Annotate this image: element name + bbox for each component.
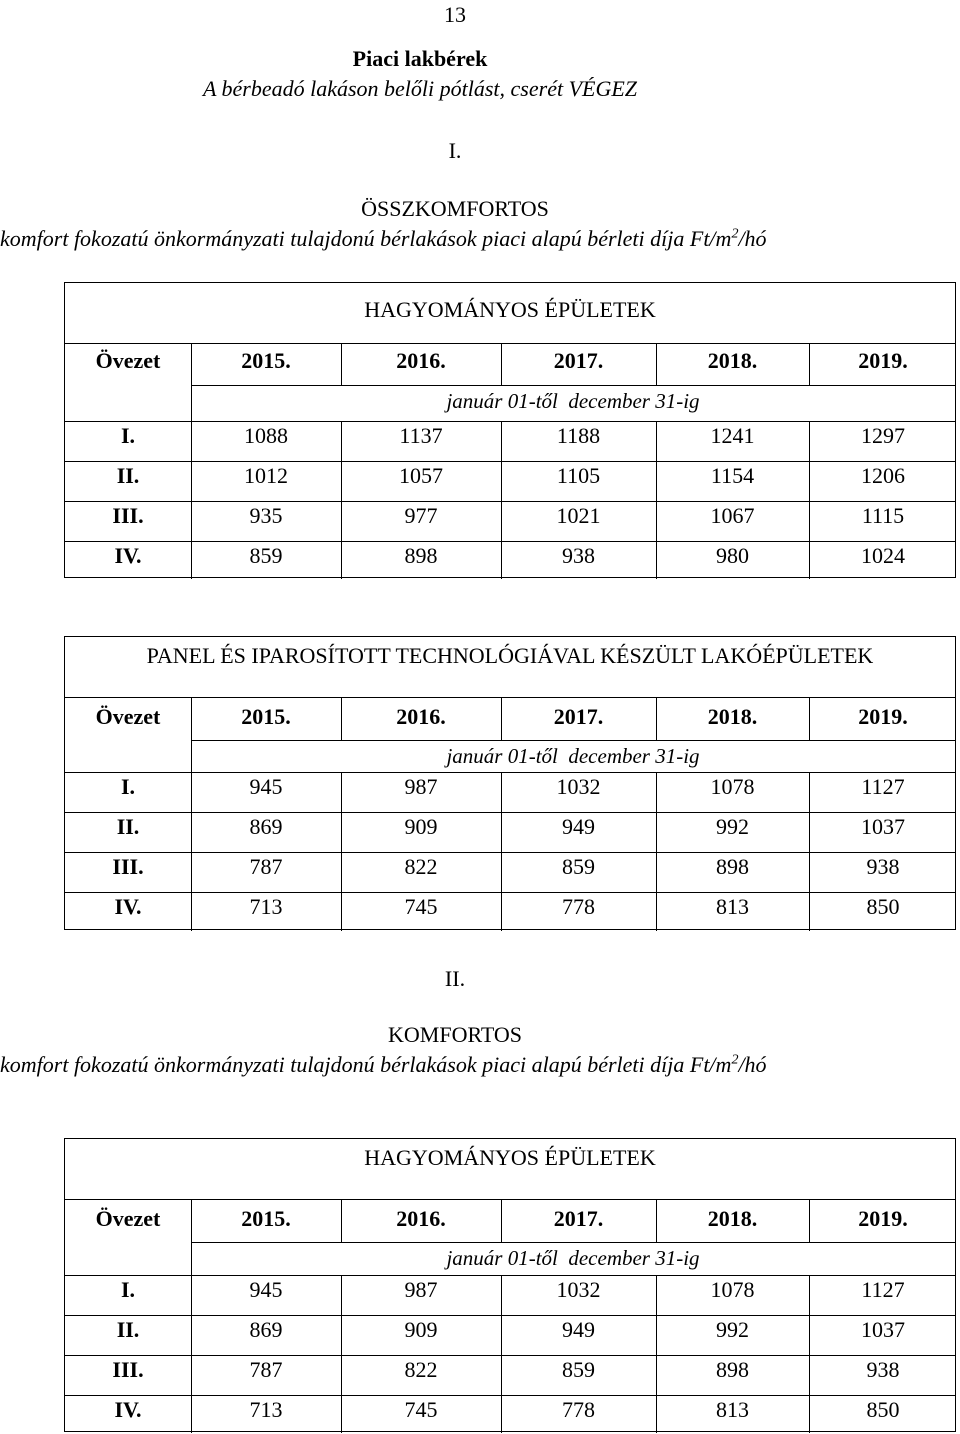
rent-value: 909	[404, 814, 438, 839]
rent-value: 1067	[710, 503, 755, 528]
rent-value: 1115	[861, 503, 905, 528]
rent-value: 980	[716, 543, 749, 568]
rent-value: 1241	[710, 423, 755, 448]
column-header-year: 2018.	[707, 704, 758, 729]
rent-value: 1154	[710, 463, 755, 488]
table-row-divider	[65, 1395, 955, 1396]
zone-label: IV.	[114, 543, 142, 568]
section-description-1	[0, 226, 767, 252]
table-row-divider	[191, 385, 955, 386]
zone-label: II.	[116, 463, 140, 488]
table-row-divider	[65, 541, 955, 542]
rent-value: 938	[562, 543, 595, 568]
table-row-divider	[65, 892, 955, 893]
rent-value: 1021	[556, 503, 601, 528]
rent-value: 869	[249, 814, 283, 839]
table-row-divider	[65, 772, 955, 773]
zone-label: IV.	[114, 1397, 142, 1422]
section-heading-2: KOMFORTOS	[388, 1022, 522, 1047]
table-row-divider	[65, 1315, 955, 1316]
rent-table-traditional-2	[64, 1138, 956, 1432]
table-row-divider	[65, 501, 955, 502]
zone-label: IV.	[114, 894, 142, 919]
column-header-year: 2019.	[858, 348, 908, 373]
section-description-2	[0, 1052, 767, 1078]
validity-period-label: január 01-től december 31-ig	[446, 1246, 700, 1270]
table-title-divider	[65, 1199, 955, 1200]
rent-value: 977	[404, 503, 438, 528]
column-header-year: 2015.	[241, 1206, 291, 1231]
rent-value: 813	[716, 1397, 749, 1422]
rent-table-traditional-1	[64, 282, 956, 578]
column-header-year: 2015.	[241, 348, 291, 373]
rent-value: 1057	[399, 463, 443, 488]
rent-value: 945	[249, 774, 283, 799]
section-description-1-sup: 2	[731, 226, 739, 242]
rent-value: 1032	[556, 774, 601, 799]
zone-label: II.	[116, 814, 140, 839]
rent-value: 850	[866, 894, 900, 919]
zone-label: I.	[120, 774, 136, 799]
rent-value: 1012	[244, 463, 288, 488]
rent-value: 1127	[861, 774, 905, 799]
rent-value: 869	[249, 1317, 283, 1342]
table-row-divider	[65, 461, 955, 462]
section-description-1-suffix: /hó	[738, 226, 767, 251]
rent-value: 713	[249, 894, 283, 919]
page-title: Piaci lakbérek	[352, 46, 488, 71]
table-row-divider	[191, 740, 955, 741]
column-header-year: 2017.	[553, 1206, 604, 1231]
rent-value: 822	[404, 854, 438, 879]
column-header-year: 2016.	[396, 348, 446, 373]
table-column-divider	[191, 343, 192, 579]
zone-label: II.	[116, 1317, 140, 1342]
rent-value: 822	[404, 1357, 438, 1382]
table-title-divider	[65, 697, 955, 698]
column-header-year: 2017.	[553, 348, 604, 373]
section-description-2-sup: 2	[731, 1052, 739, 1068]
validity-period-label: január 01-től december 31-ig	[446, 744, 700, 768]
column-header-year: 2016.	[396, 704, 446, 729]
rent-value: 850	[866, 1397, 900, 1422]
zone-label: I.	[120, 1277, 136, 1302]
column-header-year: 2018.	[707, 348, 758, 373]
rent-value: 1188	[556, 423, 601, 448]
section-heading-1: ÖSSZKOMFORTOS	[361, 196, 549, 221]
page-subtitle	[0, 76, 900, 102]
rent-value: 898	[716, 854, 749, 879]
section-numeral-1: I.	[448, 138, 462, 163]
table-row-divider	[65, 852, 955, 853]
rent-value: 1078	[710, 1277, 755, 1302]
rent-value: 1105	[556, 463, 601, 488]
table-row-divider	[65, 421, 955, 422]
rent-value: 1137	[399, 423, 443, 448]
column-header-year: 2018.	[707, 1206, 758, 1231]
zone-label: III.	[112, 1357, 144, 1382]
rent-value: 935	[249, 503, 283, 528]
rent-value: 745	[404, 894, 438, 919]
column-header-year: 2017.	[553, 704, 604, 729]
column-header-zone: Övezet	[95, 1206, 161, 1231]
rent-value: 859	[249, 543, 283, 568]
column-header-zone: Övezet	[95, 348, 161, 373]
rent-value: 938	[866, 854, 900, 879]
rent-value: 1078	[710, 774, 755, 799]
rent-value: 898	[404, 543, 438, 568]
table-row-divider	[65, 1275, 955, 1276]
table-row-divider	[191, 1242, 955, 1243]
rent-value: 1206	[861, 463, 905, 488]
table-title-divider	[65, 343, 955, 344]
rent-value: 745	[404, 1397, 438, 1422]
zone-label: I.	[120, 423, 136, 448]
page-number: 13	[444, 2, 466, 27]
rent-value: 987	[404, 774, 438, 799]
section-description-2-suffix: /hó	[738, 1052, 767, 1077]
section-description-2-text: komfort fokozatú önkormányzati tulajdonú bérlakások piaci alapú bérleti díja Ft/m	[0, 1052, 732, 1077]
rent-value: 992	[716, 1317, 749, 1342]
rent-value: 1297	[861, 423, 905, 448]
zone-label: III.	[112, 854, 144, 879]
rent-value: 1088	[244, 423, 288, 448]
table-title: HAGYOMÁNYOS ÉPÜLETEK	[364, 297, 656, 322]
column-header-year: 2015.	[241, 704, 291, 729]
rent-value: 992	[716, 814, 749, 839]
table-title: HAGYOMÁNYOS ÉPÜLETEK	[364, 1145, 656, 1170]
rent-value: 898	[716, 1357, 749, 1382]
table-title: PANEL ÉS IPAROSÍTOTT TECHNOLÓGIÁVAL KÉSZÜLT LAKÓÉPÜLETEK	[146, 643, 874, 668]
rent-value: 909	[404, 1317, 438, 1342]
rent-value: 1037	[861, 1317, 905, 1342]
rent-table-panel	[64, 636, 956, 930]
column-header-year: 2019.	[858, 704, 908, 729]
column-header-year: 2019.	[858, 1206, 908, 1231]
rent-value: 787	[249, 1357, 283, 1382]
rent-value: 938	[866, 1357, 900, 1382]
rent-value: 859	[562, 1357, 595, 1382]
validity-period-label: január 01-től december 31-ig	[446, 389, 700, 413]
rent-value: 813	[716, 894, 749, 919]
rent-value: 949	[562, 814, 595, 839]
page-subtitle-text: A bérbeadó lakáson belőli pótlást, cserét	[202, 76, 569, 101]
column-header-zone: Övezet	[95, 704, 161, 729]
rent-value: 1032	[556, 1277, 601, 1302]
section-numeral-2: II.	[444, 966, 466, 991]
rent-value: 713	[249, 1397, 283, 1422]
rent-value: 787	[249, 854, 283, 879]
rent-value: 987	[404, 1277, 438, 1302]
rent-value: 859	[562, 854, 595, 879]
section-description-1-text: komfort fokozatú önkormányzati tulajdonú bérlakások piaci alapú bérleti díja Ft/m	[0, 226, 732, 251]
page-subtitle-emphasis: VÉGEZ	[568, 76, 638, 101]
zone-label: III.	[112, 503, 144, 528]
table-column-divider	[191, 1199, 192, 1433]
rent-value: 949	[562, 1317, 595, 1342]
column-header-year: 2016.	[396, 1206, 446, 1231]
rent-value: 945	[249, 1277, 283, 1302]
rent-value: 1037	[861, 814, 905, 839]
table-row-divider	[65, 812, 955, 813]
rent-value: 1127	[861, 1277, 905, 1302]
rent-value: 778	[562, 894, 595, 919]
table-row-divider	[65, 1355, 955, 1356]
rent-value: 778	[562, 1397, 595, 1422]
rent-value: 1024	[861, 543, 905, 568]
